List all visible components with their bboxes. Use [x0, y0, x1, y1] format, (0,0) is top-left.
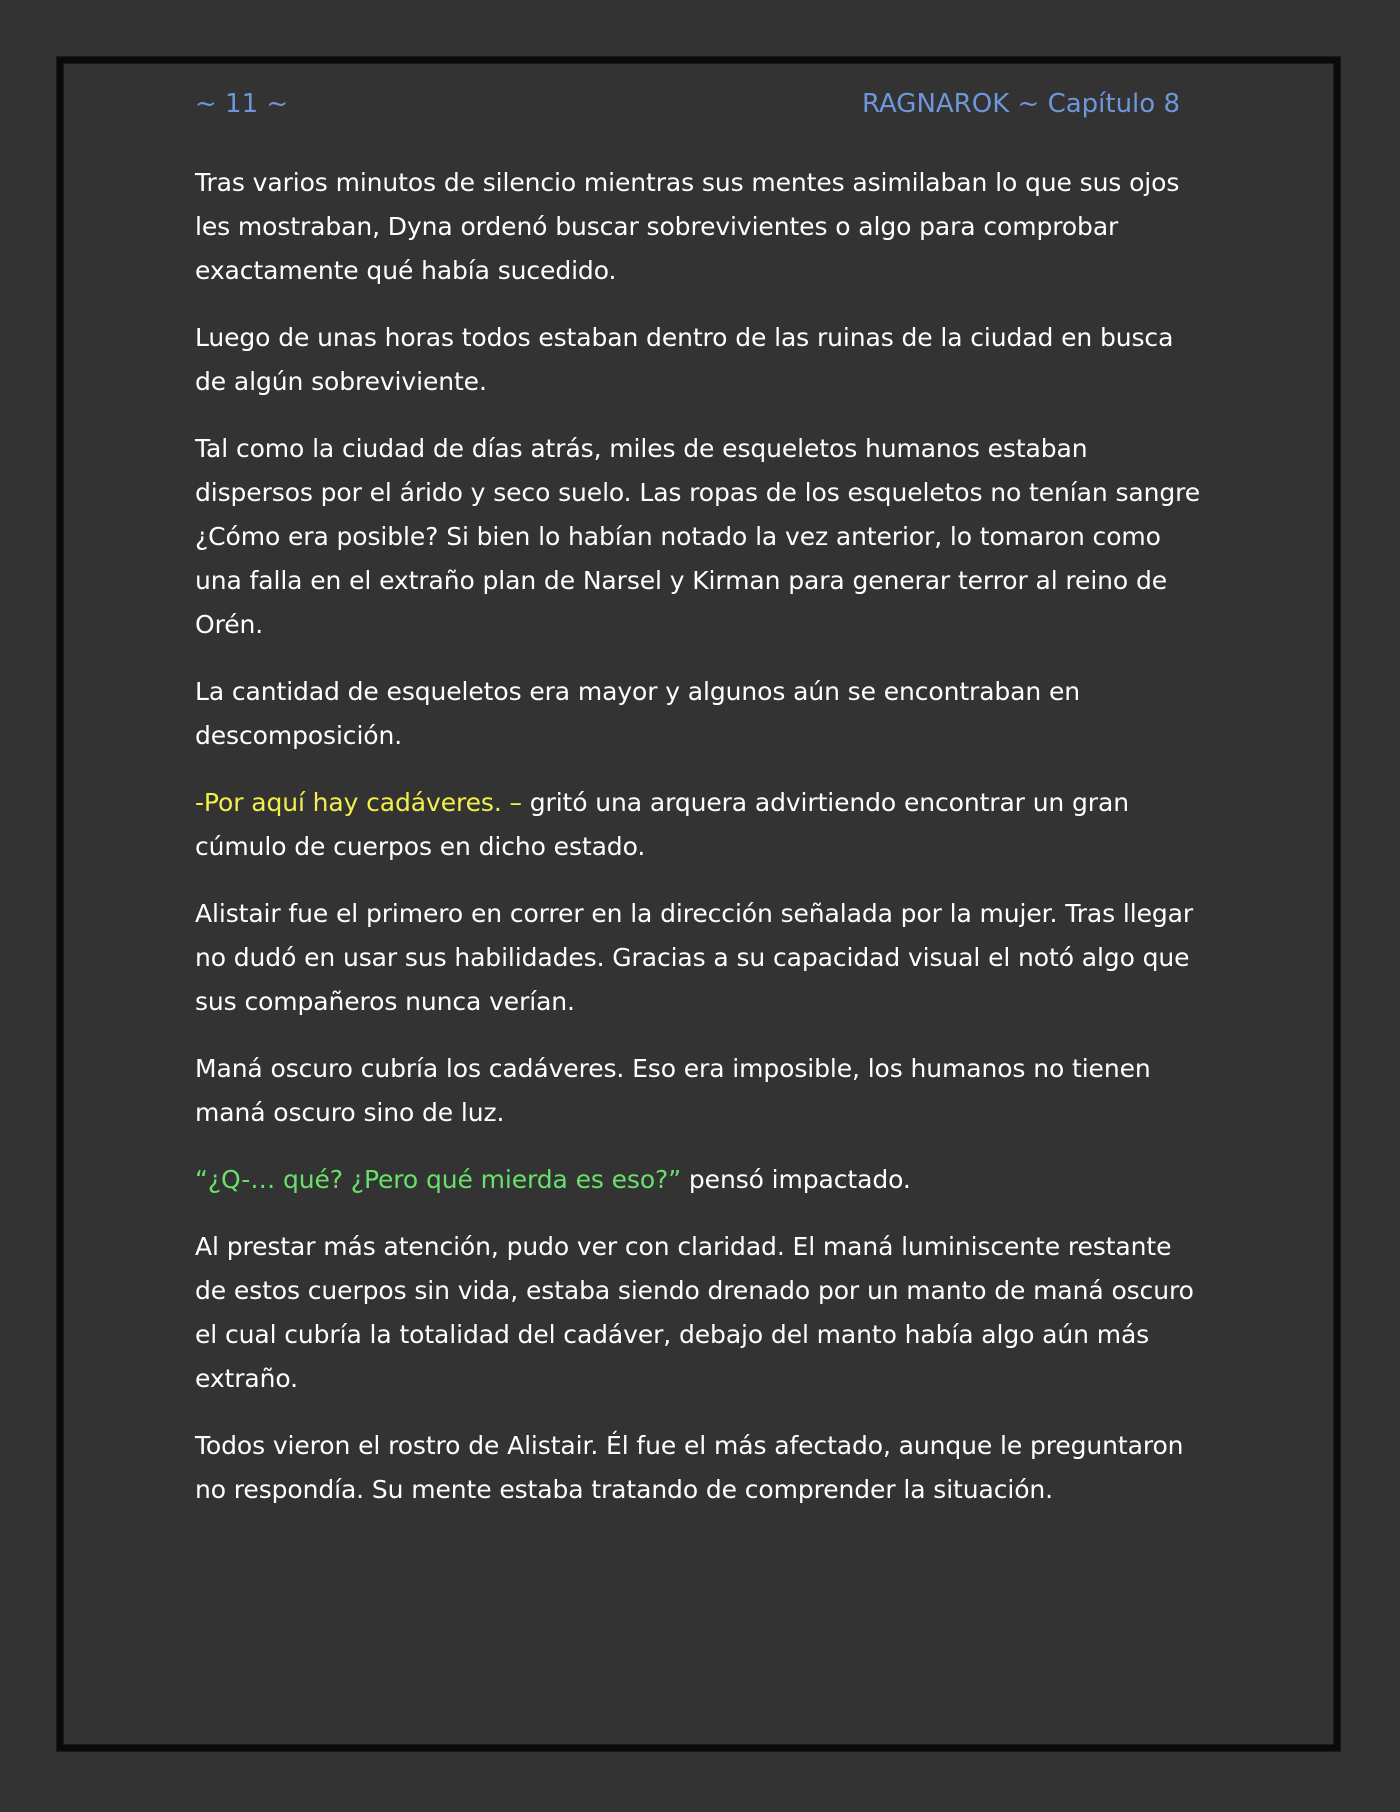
dialog-narration: gritó una arquera advirtiendo encontrar un gran cúmulo de cuerpos en dicho estado. [195, 788, 1129, 861]
page-number: ~ 11 ~ [195, 89, 289, 119]
thought-line: “¿Q-… qué? ¿Pero qué mierda es eso?” [195, 1165, 682, 1194]
paragraph: Alistair fue el primero en correr en la dirección señalada por la mujer. Tras llegar no dudó en usar sus habilidades. Gracias a su capacidad visual el notó algo que sus compañeros nunca verían. [195, 899, 1194, 1016]
chapter-body [195, 161, 1205, 1535]
paragraph: Tal como la ciudad de días atrás, miles de esqueletos humanos estaban dispersos por el árido y seco suelo. Las ropas de los esqueletos no tenían sangre ¿Cómo era posible? Si bien lo habían notado la vez anterior, lo tomaron como una falla en el extraño plan de Narsel y Kirman para generar terror al reino de Orén. [195, 434, 1201, 639]
paragraph: Al prestar más atención, pudo ver con claridad. El maná luminiscente restante de estos cuerpos sin vida, estaba siendo drenado por un manto de maná oscuro el cual cubría la totalidad del cadáver, debajo del manto había algo aún más extraño. [195, 1232, 1194, 1393]
dialog-line: -Por aquí hay cadáveres. – [195, 788, 522, 817]
paragraph: Tras varios minutos de silencio mientras sus mentes asimilaban lo que sus ojos les mostraban, Dyna ordenó buscar sobrevivientes o algo para comprobar exactamente qué había sucedido. [195, 168, 1180, 285]
paragraph: La cantidad de esqueletos era mayor y algunos aún se encontraban en descomposición. [195, 677, 1081, 750]
thought-narration: pensó impactado. [681, 1165, 911, 1194]
paragraph: Luego de unas horas todos estaban dentro de las ruinas de la ciudad en busca de algún sobreviviente. [195, 323, 1174, 396]
running-title: RAGNAROK ~ Capítulo 8 [861, 89, 1180, 119]
paragraph: Todos vieron el rostro de Alistair. Él fue el más afectado, aunque le preguntaron no respondía. Su mente estaba tratando de comprender la situación. [195, 1431, 1184, 1504]
thought-paragraph [195, 1158, 1205, 1202]
paragraph: Maná oscuro cubría los cadáveres. Eso era imposible, los humanos no tienen maná oscuro sino de luz. [195, 1054, 1151, 1127]
dialog-paragraph [195, 781, 1205, 869]
page-header [195, 84, 1180, 124]
